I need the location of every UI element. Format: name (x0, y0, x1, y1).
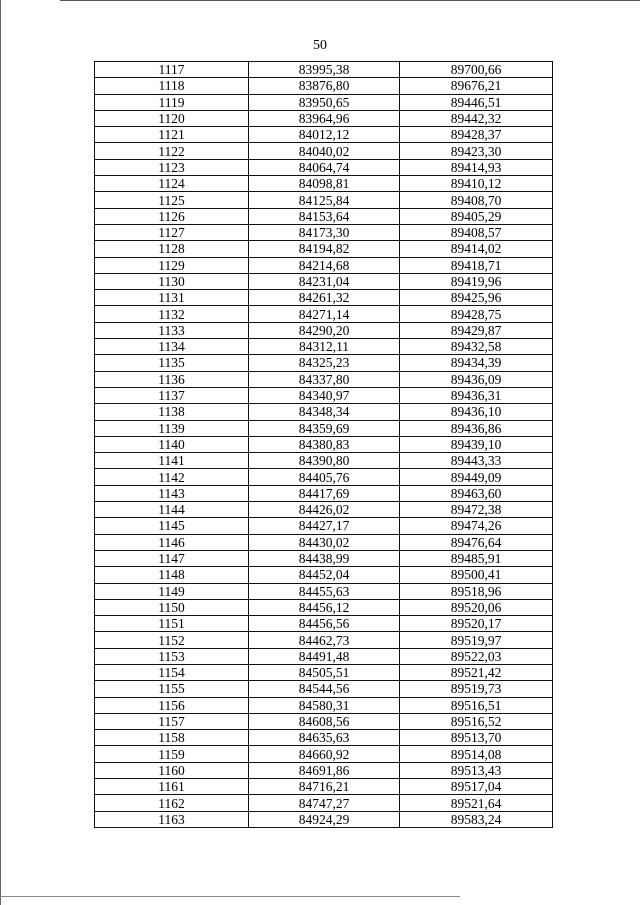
table-row (95, 404, 553, 420)
table-row (95, 110, 553, 126)
point-number-cell: 1135 (95, 355, 249, 371)
y-coordinate-cell: 89518,96 (400, 583, 553, 599)
table-row (95, 811, 553, 827)
x-coordinate-cell: 84747,27 (249, 795, 400, 811)
table-row (95, 143, 553, 159)
y-coordinate-cell: 89439,10 (400, 436, 553, 452)
point-number-cell: 1123 (95, 159, 249, 175)
y-coordinate-cell: 89410,12 (400, 176, 553, 192)
x-coordinate-cell: 84456,12 (249, 599, 400, 615)
point-number-cell: 1153 (95, 648, 249, 664)
point-number-cell: 1146 (95, 534, 249, 550)
y-coordinate-cell: 89428,75 (400, 306, 553, 322)
y-coordinate-cell: 89423,30 (400, 143, 553, 159)
y-coordinate-cell: 89442,32 (400, 110, 553, 126)
y-coordinate-cell: 89521,42 (400, 664, 553, 680)
table-row (95, 746, 553, 762)
x-coordinate-cell: 84635,63 (249, 730, 400, 746)
y-coordinate-cell: 89514,08 (400, 746, 553, 762)
point-number-cell: 1148 (95, 567, 249, 583)
y-coordinate-cell: 89418,71 (400, 257, 553, 273)
table-row (95, 192, 553, 208)
x-coordinate-cell: 84380,83 (249, 436, 400, 452)
coordinates-table-body (95, 62, 553, 828)
point-number-cell: 1160 (95, 762, 249, 778)
table-row (95, 241, 553, 257)
table-row (95, 469, 553, 485)
table-row (95, 387, 553, 403)
x-coordinate-cell: 84691,86 (249, 762, 400, 778)
y-coordinate-cell: 89432,58 (400, 339, 553, 355)
table-row (95, 257, 553, 273)
y-coordinate-cell: 89513,43 (400, 762, 553, 778)
page-number: 50 (313, 38, 327, 53)
table-row (95, 273, 553, 289)
scan-edge-top (60, 0, 640, 1)
x-coordinate-cell: 84231,04 (249, 273, 400, 289)
point-number-cell: 1151 (95, 616, 249, 632)
scan-edge-left (0, 0, 1, 905)
x-coordinate-cell: 84348,34 (249, 404, 400, 420)
point-number-cell: 1127 (95, 224, 249, 240)
point-number-cell: 1124 (95, 176, 249, 192)
x-coordinate-cell: 84214,68 (249, 257, 400, 273)
table-row (95, 290, 553, 306)
y-coordinate-cell: 89519,97 (400, 632, 553, 648)
x-coordinate-cell: 84271,14 (249, 306, 400, 322)
table-row (95, 795, 553, 811)
y-coordinate-cell: 89408,70 (400, 192, 553, 208)
x-coordinate-cell: 84716,21 (249, 779, 400, 795)
y-coordinate-cell: 89517,04 (400, 779, 553, 795)
point-number-cell: 1122 (95, 143, 249, 159)
point-number-cell: 1120 (95, 110, 249, 126)
y-coordinate-cell: 89521,64 (400, 795, 553, 811)
x-coordinate-cell: 84505,51 (249, 664, 400, 680)
x-coordinate-cell: 84340,97 (249, 387, 400, 403)
x-coordinate-cell: 84337,80 (249, 371, 400, 387)
y-coordinate-cell: 89485,91 (400, 550, 553, 566)
table-row (95, 762, 553, 778)
y-coordinate-cell: 89474,26 (400, 518, 553, 534)
x-coordinate-cell: 84125,84 (249, 192, 400, 208)
y-coordinate-cell: 89676,21 (400, 78, 553, 94)
y-coordinate-cell: 89428,37 (400, 127, 553, 143)
table-row (95, 550, 553, 566)
table-row (95, 518, 553, 534)
table-row (95, 583, 553, 599)
point-number-cell: 1162 (95, 795, 249, 811)
y-coordinate-cell: 89419,96 (400, 273, 553, 289)
y-coordinate-cell: 89436,09 (400, 371, 553, 387)
table-row (95, 599, 553, 615)
table-row (95, 159, 553, 175)
y-coordinate-cell: 89408,57 (400, 224, 553, 240)
table-row (95, 420, 553, 436)
point-number-cell: 1156 (95, 697, 249, 713)
y-coordinate-cell: 89700,66 (400, 62, 553, 78)
table-row (95, 697, 553, 713)
x-coordinate-cell: 84491,48 (249, 648, 400, 664)
y-coordinate-cell: 89583,24 (400, 811, 553, 827)
x-coordinate-cell: 84580,31 (249, 697, 400, 713)
point-number-cell: 1138 (95, 404, 249, 420)
table-row (95, 176, 553, 192)
point-number-cell: 1131 (95, 290, 249, 306)
y-coordinate-cell: 89429,87 (400, 322, 553, 338)
x-coordinate-cell: 84290,20 (249, 322, 400, 338)
x-coordinate-cell: 84405,76 (249, 469, 400, 485)
y-coordinate-cell: 89463,60 (400, 485, 553, 501)
x-coordinate-cell: 84194,82 (249, 241, 400, 257)
x-coordinate-cell: 84359,69 (249, 420, 400, 436)
x-coordinate-cell: 84312,11 (249, 339, 400, 355)
y-coordinate-cell: 89476,64 (400, 534, 553, 550)
point-number-cell: 1157 (95, 713, 249, 729)
point-number-cell: 1144 (95, 502, 249, 518)
coordinates-table-wrapper (94, 61, 552, 828)
x-coordinate-cell: 84040,02 (249, 143, 400, 159)
table-row (95, 485, 553, 501)
point-number-cell: 1159 (95, 746, 249, 762)
x-coordinate-cell: 84455,63 (249, 583, 400, 599)
x-coordinate-cell: 84438,99 (249, 550, 400, 566)
point-number-cell: 1152 (95, 632, 249, 648)
y-coordinate-cell: 89436,10 (400, 404, 553, 420)
x-coordinate-cell: 84462,73 (249, 632, 400, 648)
x-coordinate-cell: 84426,02 (249, 502, 400, 518)
point-number-cell: 1155 (95, 681, 249, 697)
table-row (95, 322, 553, 338)
table-row (95, 713, 553, 729)
point-number-cell: 1117 (95, 62, 249, 78)
point-number-cell: 1154 (95, 664, 249, 680)
point-number-cell: 1119 (95, 94, 249, 110)
table-row (95, 62, 553, 78)
y-coordinate-cell: 89436,31 (400, 387, 553, 403)
x-coordinate-cell: 84430,02 (249, 534, 400, 550)
x-coordinate-cell: 84544,56 (249, 681, 400, 697)
table-row (95, 616, 553, 632)
table-row (95, 648, 553, 664)
point-number-cell: 1163 (95, 811, 249, 827)
table-row (95, 502, 553, 518)
table-row (95, 371, 553, 387)
point-number-cell: 1133 (95, 322, 249, 338)
point-number-cell: 1121 (95, 127, 249, 143)
y-coordinate-cell: 89425,96 (400, 290, 553, 306)
point-number-cell: 1130 (95, 273, 249, 289)
table-row (95, 94, 553, 110)
point-number-cell: 1140 (95, 436, 249, 452)
point-number-cell: 1161 (95, 779, 249, 795)
y-coordinate-cell: 89405,29 (400, 208, 553, 224)
table-row (95, 632, 553, 648)
y-coordinate-cell: 89449,09 (400, 469, 553, 485)
y-coordinate-cell: 89513,70 (400, 730, 553, 746)
table-row (95, 436, 553, 452)
x-coordinate-cell: 83950,65 (249, 94, 400, 110)
point-number-cell: 1129 (95, 257, 249, 273)
x-coordinate-cell: 84261,32 (249, 290, 400, 306)
x-coordinate-cell: 83876,80 (249, 78, 400, 94)
point-number-cell: 1143 (95, 485, 249, 501)
point-number-cell: 1142 (95, 469, 249, 485)
y-coordinate-cell: 89520,17 (400, 616, 553, 632)
y-coordinate-cell: 89516,51 (400, 697, 553, 713)
point-number-cell: 1141 (95, 453, 249, 469)
point-number-cell: 1125 (95, 192, 249, 208)
y-coordinate-cell: 89443,33 (400, 453, 553, 469)
x-coordinate-cell: 83995,38 (249, 62, 400, 78)
point-number-cell: 1145 (95, 518, 249, 534)
x-coordinate-cell: 84098,81 (249, 176, 400, 192)
x-coordinate-cell: 84417,69 (249, 485, 400, 501)
table-row (95, 681, 553, 697)
point-number-cell: 1128 (95, 241, 249, 257)
point-number-cell: 1150 (95, 599, 249, 615)
table-row (95, 355, 553, 371)
point-number-cell: 1132 (95, 306, 249, 322)
table-row (95, 78, 553, 94)
coordinates-table (94, 61, 553, 828)
point-number-cell: 1147 (95, 550, 249, 566)
point-number-cell: 1149 (95, 583, 249, 599)
x-coordinate-cell: 84427,17 (249, 518, 400, 534)
table-row (95, 567, 553, 583)
point-number-cell: 1158 (95, 730, 249, 746)
x-coordinate-cell: 84660,92 (249, 746, 400, 762)
x-coordinate-cell: 84325,23 (249, 355, 400, 371)
x-coordinate-cell: 84153,64 (249, 208, 400, 224)
x-coordinate-cell: 83964,96 (249, 110, 400, 126)
x-coordinate-cell: 84064,74 (249, 159, 400, 175)
point-number-cell: 1136 (95, 371, 249, 387)
x-coordinate-cell: 84608,56 (249, 713, 400, 729)
y-coordinate-cell: 89516,52 (400, 713, 553, 729)
table-row (95, 208, 553, 224)
x-coordinate-cell: 84456,56 (249, 616, 400, 632)
y-coordinate-cell: 89436,86 (400, 420, 553, 436)
table-row (95, 664, 553, 680)
point-number-cell: 1126 (95, 208, 249, 224)
y-coordinate-cell: 89500,41 (400, 567, 553, 583)
y-coordinate-cell: 89446,51 (400, 94, 553, 110)
scan-edge-bottom (0, 896, 460, 897)
y-coordinate-cell: 89472,38 (400, 502, 553, 518)
point-number-cell: 1137 (95, 387, 249, 403)
table-row (95, 453, 553, 469)
table-row (95, 127, 553, 143)
y-coordinate-cell: 89522,03 (400, 648, 553, 664)
table-row (95, 534, 553, 550)
table-row (95, 224, 553, 240)
x-coordinate-cell: 84173,30 (249, 224, 400, 240)
table-row (95, 306, 553, 322)
x-coordinate-cell: 84924,29 (249, 811, 400, 827)
point-number-cell: 1118 (95, 78, 249, 94)
table-row (95, 339, 553, 355)
table-row (95, 779, 553, 795)
y-coordinate-cell: 89434,39 (400, 355, 553, 371)
point-number-cell: 1139 (95, 420, 249, 436)
table-row (95, 730, 553, 746)
point-number-cell: 1134 (95, 339, 249, 355)
x-coordinate-cell: 84390,80 (249, 453, 400, 469)
y-coordinate-cell: 89414,93 (400, 159, 553, 175)
y-coordinate-cell: 89520,06 (400, 599, 553, 615)
x-coordinate-cell: 84452,04 (249, 567, 400, 583)
y-coordinate-cell: 89414,02 (400, 241, 553, 257)
x-coordinate-cell: 84012,12 (249, 127, 400, 143)
y-coordinate-cell: 89519,73 (400, 681, 553, 697)
